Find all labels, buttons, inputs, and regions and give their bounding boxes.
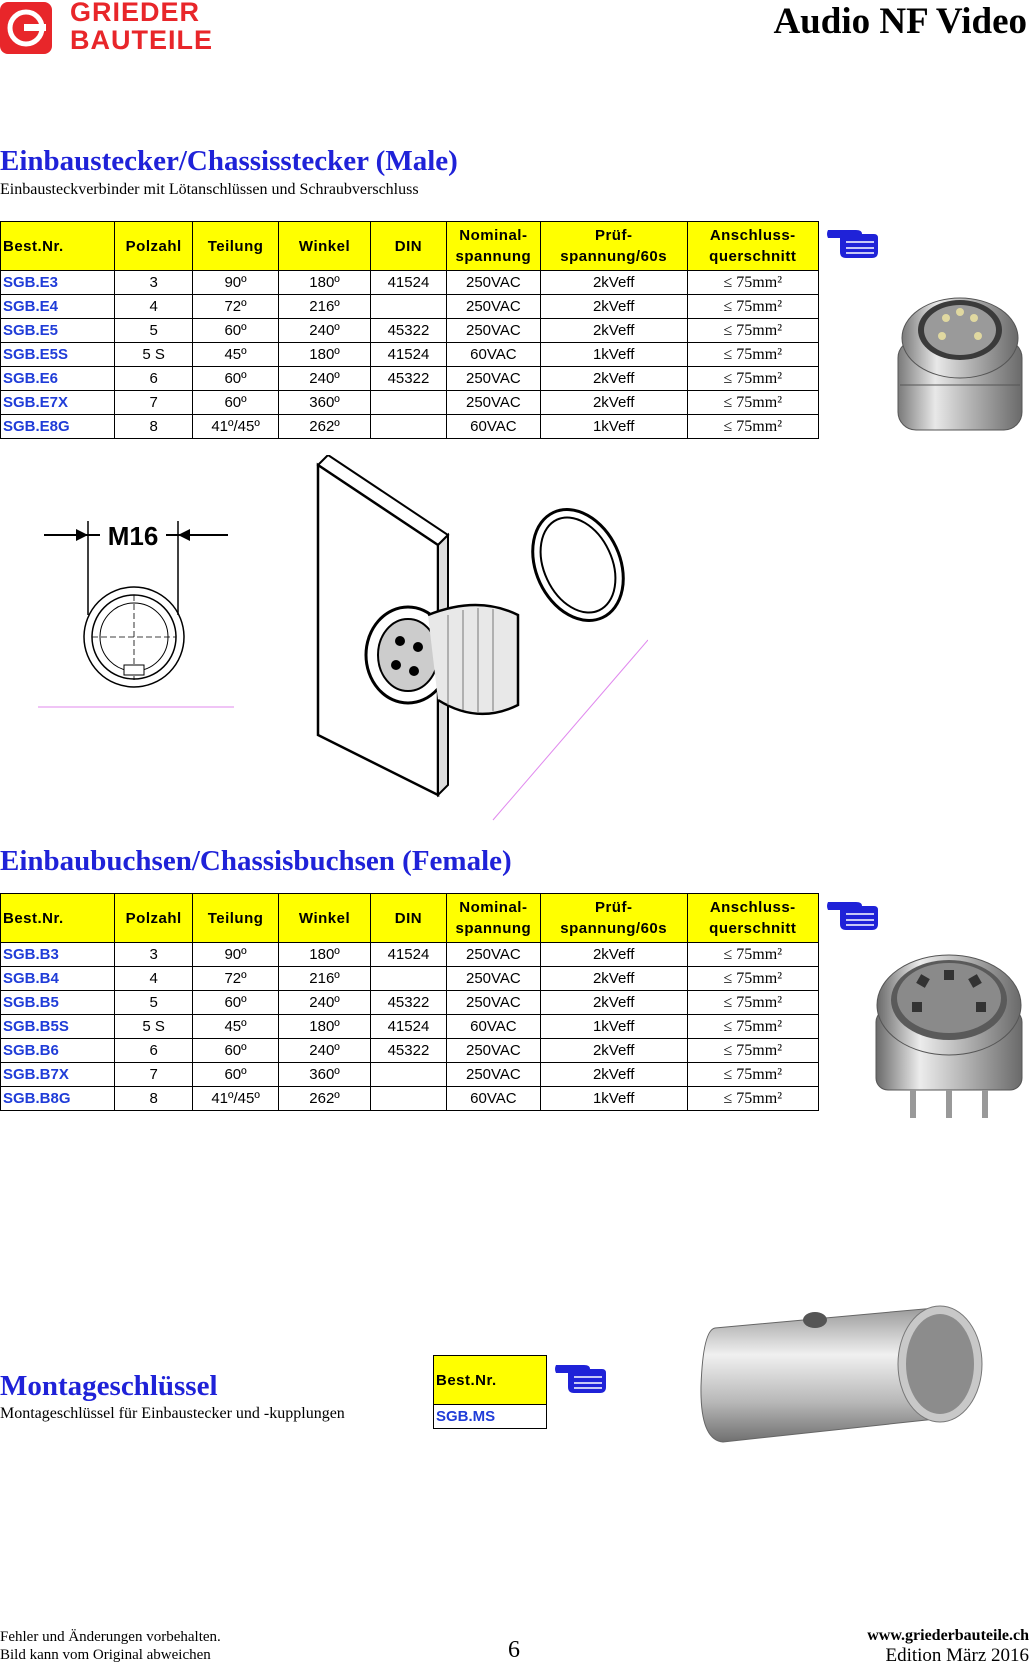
cell-polzahl: 6: [115, 1039, 193, 1063]
cell-pruef: 2kVeff: [540, 967, 687, 991]
logo-line-2: BAUTEILE: [70, 25, 213, 55]
cell-nominal: 60VAC: [446, 415, 540, 439]
page-number: 6: [508, 1637, 520, 1663]
footer-note-2: Bild kann vom Original abweichen: [0, 1647, 211, 1663]
table-header-row: [434, 1356, 547, 1405]
cell-nominal: 250VAC: [446, 943, 540, 967]
cell-teilung: 60º: [193, 1039, 279, 1063]
cell-winkel: 180º: [279, 1015, 371, 1039]
cell-pruef: 2kVeff: [540, 391, 687, 415]
cell-cross: ≤ 75mm²: [687, 295, 819, 319]
cell-cross: ≤ 75mm²: [687, 415, 819, 439]
cell-nominal: 250VAC: [446, 967, 540, 991]
table-row: [1, 1039, 819, 1063]
section-female-title: Einbaubuchsen/Chassisbuchsen (Female): [0, 845, 512, 877]
table-row: [1, 271, 819, 295]
cell-winkel: 262º: [279, 415, 371, 439]
part-number[interactable]: SGB.E5: [1, 319, 115, 343]
header-line: Anschluss-: [709, 227, 796, 244]
section-tool-subtitle: Montageschlüssel für Einbaustecker und -kupplungen: [0, 1405, 345, 1422]
cell-teilung: 60º: [193, 391, 279, 415]
col-header-polzahl: Polzahl: [115, 222, 193, 271]
cell-din: [371, 295, 447, 319]
part-number[interactable]: SGB.E7X: [1, 391, 115, 415]
section-male-title: Einbaustecker/Chassisstecker (Male): [0, 145, 458, 177]
cell-din: 41524: [371, 271, 447, 295]
part-number[interactable]: SGB.B5S: [1, 1015, 115, 1039]
header-line: spannung/60s: [560, 920, 668, 937]
cell-nominal: 250VAC: [446, 295, 540, 319]
cell-pruef: 1kVeff: [540, 415, 687, 439]
table-row: [1, 415, 819, 439]
male-spec-table: [0, 221, 819, 439]
cell-polzahl: 5 S: [115, 1015, 193, 1039]
table-header-row: [1, 222, 819, 271]
cell-teilung: 45º: [193, 1015, 279, 1039]
cell-din: [371, 1063, 447, 1087]
cell-nominal: 250VAC: [446, 367, 540, 391]
logo-text: [70, 0, 213, 54]
cell-cross: ≤ 75mm²: [687, 1039, 819, 1063]
website-link[interactable]: www.griederbauteile.ch: [867, 1627, 1029, 1644]
part-number[interactable]: SGB.E5S: [1, 343, 115, 367]
cell-cross: ≤ 75mm²: [687, 991, 819, 1015]
part-number[interactable]: SGB.B4: [1, 967, 115, 991]
cell-polzahl: 4: [115, 295, 193, 319]
cell-din: 41524: [371, 1015, 447, 1039]
part-number[interactable]: SGB.B5: [1, 991, 115, 1015]
pointing-hand-icon: [554, 1357, 606, 1395]
cell-teilung: 41º/45º: [193, 1087, 279, 1111]
cell-winkel: 262º: [279, 1087, 371, 1111]
cell-winkel: 216º: [279, 295, 371, 319]
female-connector-photo: [866, 950, 1032, 1120]
cell-pruef: 2kVeff: [540, 319, 687, 343]
cell-winkel: 240º: [279, 991, 371, 1015]
cell-din: 45322: [371, 991, 447, 1015]
header-line: Nominal-: [459, 227, 528, 244]
section-male-subtitle: Einbausteckverbinder mit Lötanschlüssen und Schraubverschluss: [0, 181, 419, 198]
header-line: Nominal-: [459, 899, 528, 916]
m16-dimension-drawing: [38, 505, 238, 710]
cell-nominal: 250VAC: [446, 1039, 540, 1063]
table-row: [1, 1015, 819, 1039]
col-header-anschluss: [687, 894, 819, 943]
cell-winkel: 240º: [279, 319, 371, 343]
cell-cross: ≤ 75mm²: [687, 343, 819, 367]
cell-pruef: 2kVeff: [540, 295, 687, 319]
cell-nominal: 250VAC: [446, 1063, 540, 1087]
col-header-teilung: Teilung: [193, 222, 279, 271]
part-number[interactable]: SGB.E3: [1, 271, 115, 295]
cell-nominal: 250VAC: [446, 991, 540, 1015]
cell-pruef: 2kVeff: [540, 271, 687, 295]
cell-din: [371, 1087, 447, 1111]
cell-nominal: 250VAC: [446, 271, 540, 295]
cell-din: 41524: [371, 943, 447, 967]
footer-disclaimer: [0, 1628, 221, 1664]
part-number[interactable]: SGB.E8G: [1, 415, 115, 439]
table-row: [1, 295, 819, 319]
footer-right: [867, 1626, 1029, 1666]
table-row: [1, 1063, 819, 1087]
cell-cross: ≤ 75mm²: [687, 967, 819, 991]
header-line: Anschluss-: [709, 899, 796, 916]
cell-din: [371, 391, 447, 415]
cell-polzahl: 6: [115, 367, 193, 391]
cell-cross: ≤ 75mm²: [687, 319, 819, 343]
cell-din: 45322: [371, 367, 447, 391]
table-row: [1, 343, 819, 367]
header-line: querschnitt: [709, 920, 797, 937]
part-number[interactable]: SGB.B7X: [1, 1063, 115, 1087]
cell-pruef: 1kVeff: [540, 343, 687, 367]
col-header-polzahl: Polzahl: [115, 894, 193, 943]
part-number[interactable]: SGB.B6: [1, 1039, 115, 1063]
cell-din: 45322: [371, 1039, 447, 1063]
cell-nominal: 60VAC: [446, 343, 540, 367]
col-header-pruef: [540, 222, 687, 271]
cell-polzahl: 5: [115, 319, 193, 343]
company-logo: [0, 0, 250, 60]
cell-winkel: 240º: [279, 1039, 371, 1063]
col-header-nominal: [446, 894, 540, 943]
cell-polzahl: 8: [115, 415, 193, 439]
cell-cross: ≤ 75mm²: [687, 1087, 819, 1111]
cell-winkel: 180º: [279, 343, 371, 367]
cell-teilung: 72º: [193, 295, 279, 319]
col-header-nominal: [446, 222, 540, 271]
col-header-anschluss: [687, 222, 819, 271]
table-row: [1, 967, 819, 991]
col-header-din: DIN: [371, 222, 447, 271]
cell-pruef: 1kVeff: [540, 1015, 687, 1039]
cell-winkel: 360º: [279, 1063, 371, 1087]
header-line: spannung: [455, 920, 532, 937]
cell-nominal: 60VAC: [446, 1087, 540, 1111]
header-line: spannung: [455, 248, 532, 265]
cell-din: [371, 415, 447, 439]
tool-spec-table: [433, 1355, 547, 1429]
cell-winkel: 240º: [279, 367, 371, 391]
header-line: querschnitt: [709, 248, 797, 265]
cell-pruef: 2kVeff: [540, 1063, 687, 1087]
cell-teilung: 90º: [193, 271, 279, 295]
cell-cross: ≤ 75mm²: [687, 1015, 819, 1039]
col-header-pruef: [540, 894, 687, 943]
female-table-body: [1, 943, 819, 1111]
part-number[interactable]: SGB.E4: [1, 295, 115, 319]
header-line: Prüf-: [594, 227, 633, 244]
cell-polzahl: 8: [115, 1087, 193, 1111]
col-header-bestnr: Best.Nr.: [1, 222, 115, 271]
m16-label: M16: [107, 521, 159, 551]
cell-nominal: 250VAC: [446, 319, 540, 343]
female-spec-table: [0, 893, 819, 1111]
edition-label: Edition März 2016: [885, 1645, 1029, 1666]
cell-winkel: 360º: [279, 391, 371, 415]
cell-teilung: 72º: [193, 967, 279, 991]
part-number[interactable]: SGB.E6: [1, 367, 115, 391]
cell-cross: ≤ 75mm²: [687, 1063, 819, 1087]
part-number[interactable]: SGB.B3: [1, 943, 115, 967]
cell-teilung: 60º: [193, 991, 279, 1015]
header-line: Prüf-: [594, 899, 633, 916]
pointing-hand-icon: [826, 894, 878, 932]
cell-din: 45322: [371, 319, 447, 343]
logo-mark-icon: [0, 0, 60, 60]
table-row: [434, 1405, 547, 1429]
cell-polzahl: 4: [115, 967, 193, 991]
cell-teilung: 60º: [193, 1063, 279, 1087]
cell-polzahl: 5 S: [115, 343, 193, 367]
mounting-key-photo: [695, 1300, 995, 1450]
part-number[interactable]: SGB.B8G: [1, 1087, 115, 1111]
cell-polzahl: 7: [115, 1063, 193, 1087]
cell-polzahl: 3: [115, 943, 193, 967]
section-tool-title: Montageschlüssel: [0, 1370, 218, 1402]
col-header-winkel: Winkel: [279, 894, 371, 943]
footer-note-1: Fehler und Änderungen vorbehalten.: [0, 1629, 221, 1645]
cell-teilung: 60º: [193, 319, 279, 343]
cell-cross: ≤ 75mm²: [687, 367, 819, 391]
cell-nominal: 250VAC: [446, 391, 540, 415]
male-connector-photo: [890, 290, 1030, 440]
table-row: [1, 391, 819, 415]
cell-teilung: 60º: [193, 367, 279, 391]
header-line: spannung/60s: [560, 248, 668, 265]
cell-cross: ≤ 75mm²: [687, 391, 819, 415]
mounting-drawing: [288, 455, 648, 825]
male-table-body: [1, 271, 819, 439]
cell-nominal: 60VAC: [446, 1015, 540, 1039]
col-header-winkel: Winkel: [279, 222, 371, 271]
cell-winkel: 180º: [279, 943, 371, 967]
part-number[interactable]: SGB.MS: [434, 1405, 547, 1429]
cell-teilung: 45º: [193, 343, 279, 367]
table-row: [1, 1087, 819, 1111]
col-header-bestnr: Best.Nr.: [434, 1356, 547, 1405]
col-header-bestnr: Best.Nr.: [1, 894, 115, 943]
cell-winkel: 180º: [279, 271, 371, 295]
cell-pruef: 1kVeff: [540, 1087, 687, 1111]
cell-polzahl: 5: [115, 991, 193, 1015]
table-row: [1, 367, 819, 391]
cell-din: 41524: [371, 343, 447, 367]
cell-cross: ≤ 75mm²: [687, 271, 819, 295]
cell-pruef: 2kVeff: [540, 1039, 687, 1063]
cell-din: [371, 967, 447, 991]
table-row: [1, 991, 819, 1015]
cell-cross: ≤ 75mm²: [687, 943, 819, 967]
logo-line-1: GRIEDER: [70, 0, 201, 27]
cell-polzahl: 7: [115, 391, 193, 415]
cell-polzahl: 3: [115, 271, 193, 295]
table-row: [1, 943, 819, 967]
cell-teilung: 90º: [193, 943, 279, 967]
col-header-teilung: Teilung: [193, 894, 279, 943]
cell-pruef: 2kVeff: [540, 991, 687, 1015]
col-header-din: DIN: [371, 894, 447, 943]
table-row: [1, 319, 819, 343]
cell-pruef: 2kVeff: [540, 367, 687, 391]
cell-teilung: 41º/45º: [193, 415, 279, 439]
pointing-hand-icon: [826, 222, 878, 260]
page-title: Audio NF Video: [773, 1, 1027, 42]
table-header-row: [1, 894, 819, 943]
cell-winkel: 216º: [279, 967, 371, 991]
cell-pruef: 2kVeff: [540, 943, 687, 967]
